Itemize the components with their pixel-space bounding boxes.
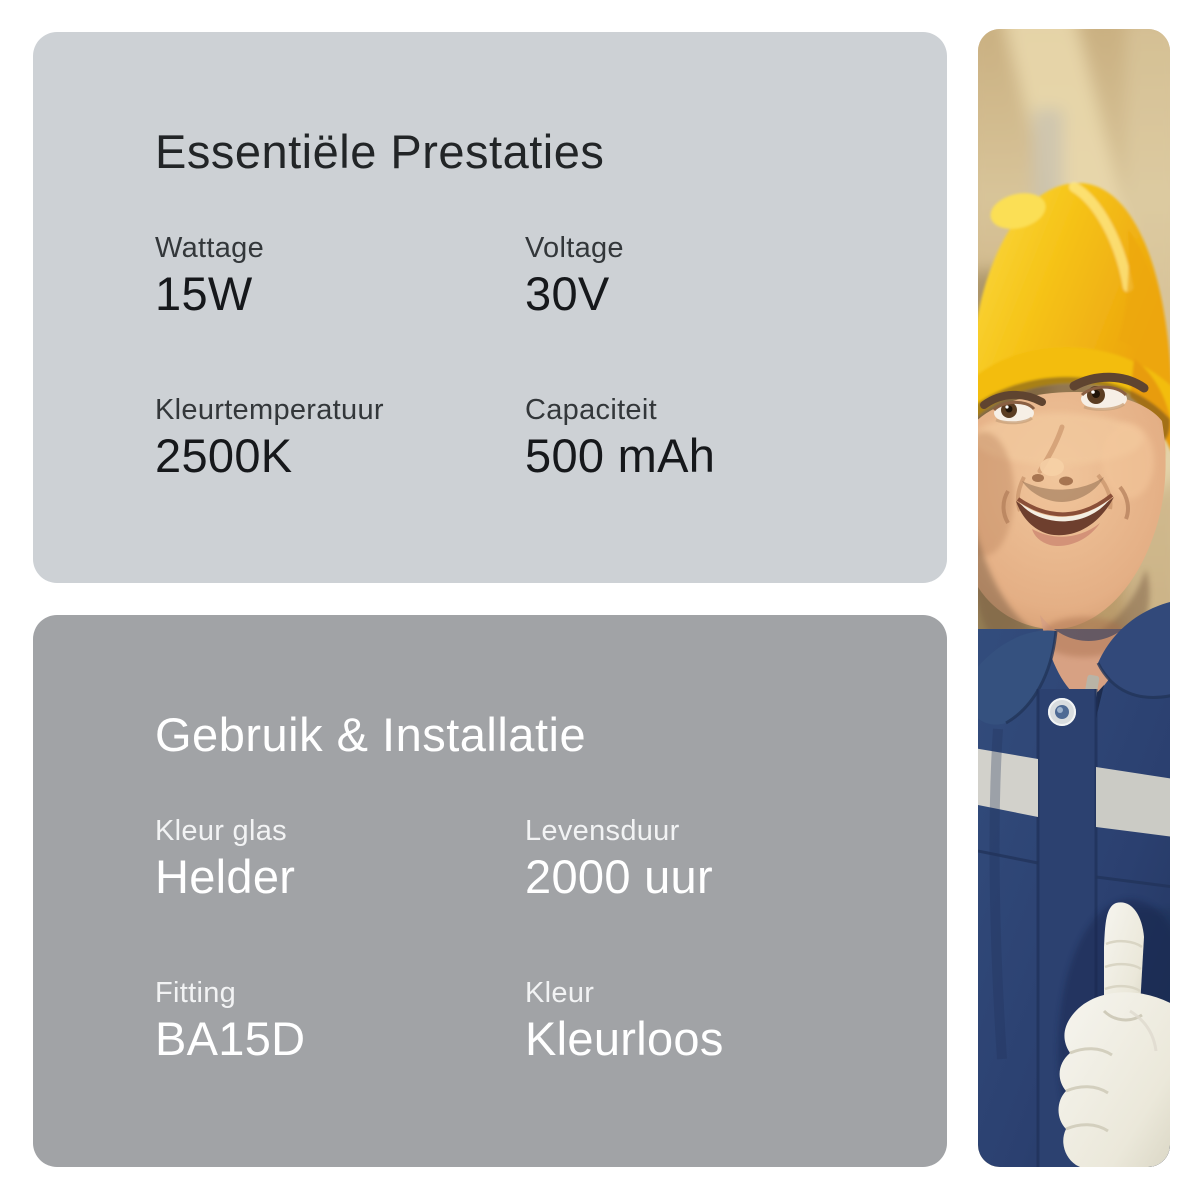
reflective-stripe (1096, 767, 1170, 837)
worker-photo (978, 29, 1170, 1167)
card-title: Gebruik & Installatie (155, 708, 587, 761)
spec-label: Kleurtemperatuur (155, 394, 384, 426)
spec-label: Voltage (525, 232, 624, 264)
spec-fitting (155, 975, 305, 1065)
essential-performance-card (33, 32, 947, 583)
spec-value: BA15D (155, 1012, 306, 1065)
spec-label: Fitting (155, 977, 237, 1009)
spec-lifespan (525, 813, 713, 903)
worker-photo-illustration (978, 29, 1170, 1167)
spec-label: Wattage (155, 232, 265, 264)
spec-value: 2500K (155, 429, 293, 482)
spec-glass-color (155, 813, 295, 903)
usage-installation-card (33, 615, 947, 1167)
spec-label: Levensduur (525, 815, 680, 847)
spec-color-temperature (155, 392, 384, 482)
spec-color (525, 975, 724, 1065)
spec-label: Kleur glas (155, 815, 287, 847)
spec-value: Helder (155, 850, 296, 903)
spec-label: Capaciteit (525, 394, 657, 426)
spec-voltage (525, 230, 624, 320)
spec-value: Kleurloos (525, 1012, 724, 1065)
spec-value: 15W (155, 267, 253, 320)
spec-value: 2000 uur (525, 850, 713, 903)
spec-wattage (155, 230, 264, 320)
reflective-stripe (978, 747, 1038, 817)
spec-label: Kleur (525, 977, 595, 1009)
spec-value: 30V (525, 267, 610, 320)
spec-value: 500 mAh (525, 429, 716, 482)
spec-capacity (525, 392, 715, 482)
card-title: Essentiële Prestaties (155, 125, 605, 178)
